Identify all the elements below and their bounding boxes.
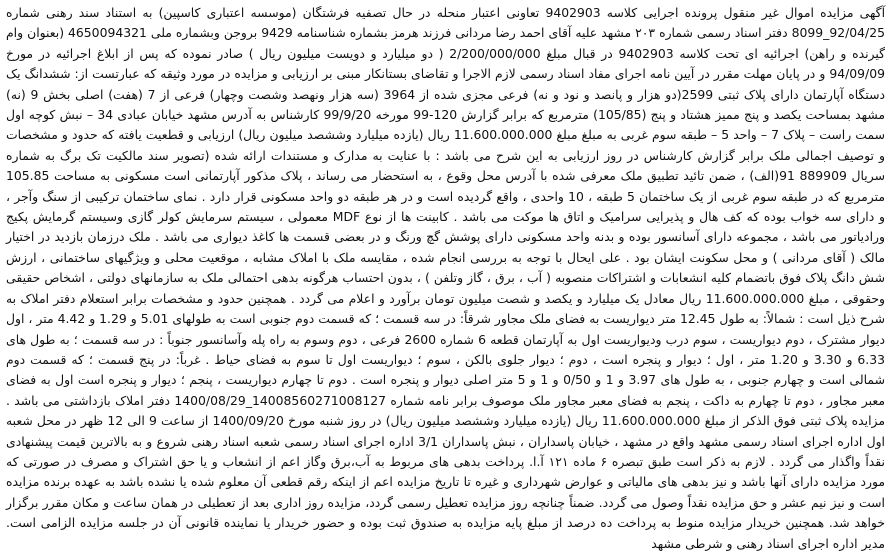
notice-body: آگهی مزایده اموال غیر منقول پرونده اجرایی کلاسه 9402903 تعاونی اعتبار منحله در حال تصفیه فرشتگان (موسسه اعتباری کاسپین) به استناد سند رهنی شماره 92/04/25_8099 دفتر اسناد رسمی شماره ۲۰۳ مشهد علیه آقای احمد رضا مردانی فرزند هرمز بشماره شناسنامه 9429 بروجن وبشماره ملی 4650094321 (بعنوان وام گیرنده و راهن) اجرائیه ای تحت کلاسه 9402903 در قبال مبلغ 2/200/000/000 ( دو میلیارد و دویست میلیون ریال ) صادر نموده که پس از ابلاغ اجرائیه در مورخ 94/09/09 و در پایان مهلت مقرر در آیین نامه اجرای مفاد اسناد رسمی لازم الاجرا و تقاضای بستانکار مبنی بر ارزیابی و مزایده در مورد وثیقه که عبارتست از: ششدانگ یک دستگاه آپارتمان دارای پلاک ثبتی 2599(دو هزار و پانصد و نود و نه) فرعی مجزی شده از 3964 (سه هزار ونهصد وشصت وچهار) فرعی از 7 (هفت) اصلی بخش 9 (نه) مشهد بمساحت یکصد و پنج ممیز هشتاد و پنج (105/85) مترمربع که برابر گزارش 120-99 مورخه 99/9/20 کارشناس به آدرس مشهد خیابان عبادی 34 – نبش کوچه اول سمت راست – پلاک 7 – واحد 5 – طبقه سوم غربی به مبلغ مبلغ 11.600.000.000 ریال (یازده میلیارد وششصد میلیون ریال) ارزیابی و قطعیت یافته که حدود و مشخصات و توصیف اجمالی ملک برابر گزارش کارشناس در روز ارزیابی به این شرح می باشد : با عنایت به مدارک و مستندات ارائه شده (تصویر سند مالکیت تک برگ به شماره سریال 889909 91(الف) ، ضمن تائید تطبیق ملک معرفی شده با آدرس محل وقوع ، به استحضار می رساند ، پلاک مذکور آپارتمانی است مسکونی به مساحت 105.85 مترمربع که در طبقه سوم غربی از یک ساختمان 5 طبقه ، 10 واحدی ، واقع گردیده است و در هر طبقه دو واحد مسکونی قرار دارد . نمای ساختمان ترکیبی از سنگ وآجر ، و دارای سه خواب بوده که کف هال و پذیرایی سرامیک و اتاق ها موکت می باشد . کابینت ها از نوع MDF معمولی ، سیستم سرمایش کولر گازی وسیستم گرمایش پکیج ورادیاتور می باشد ، مجموعه دارای آسانسور بوده و بدنه واحد مسکونی دارای پوشش گچ ورنگ و در بعضی قسمت ها کاغذ دیواری می باشد . ملک درزمان بازدید در اختیار مالک ( آقای مردانی ) و محل سکونت ایشان بود . علی ایحال با توجه به بررسی انجام شده ، مقایسه ملک با املاک مشابه ، موقعیت محلی و ویژگیهای ساختمانی ، ارزش شش دانگ پلاک فوق باتضمام کلیه انشعابات و اشتراکات منصوبه ( آب ، برق ، گاز وتلفن ) ، بدون احتساب هرگونه بدهی احتمالی ملک به سازمانهای دولتی ، اشخاص حقیقی وحقوقی ، مبلغ 11.600.000.000 ریال معادل یک میلیارد و یکصد و شصت میلیون تومان برآورد و اعلام می گردد . همچنین حدود و مشخصات برابر استعلام دفتر املاک به شرح ذیل است : شمالاً: به طول 12.45 متر دیواریست به فضای ملک مجاور شرقاً: در سه قسمت ؛ که قسمت دوم جنوبی است به طولهای 5.01 و 1.29 و 4.42 متر ، اول دیوار مشترک ، دوم دیواریست ، سوم درب ودیواریست اول به آپارتمان قطعه 6 شماره 2600 فرعی ، دوم وسوم به راه پله وآسانسور جنوباً : در سه قسمت ؛ به طول های 6.33 و 3.30 و 1.20 متر ، اول ؛ دیوار و پنجره است ، دوم ؛ دیوار جلوی بالکن ، سوم ؛ دیواریست اول تا سوم به فضای حیاط . غرباً: در پنج قسمت ؛ که قسمت دوم شمالی است و چهارم جنوبی ، به طول های 3.97 و 1 و 0/50 و 1 و 5 متر اصلی دیوار و پنجره است . دوم تا چهارم دیواریست ، پنجم ؛ دیوار و پنجره است اول به فضای معبر مجاور ، دوم تا چهارم به داکت ، پنجم به فضای معبر مجاور ملک موصوف برابر نامه شماره 14008560271008127_1400/08/29 دفتر املاک بازداشتی می باشد . مزایده پلاک ثبتی فوق الذکر از مبلغ 11.600.000.000 ریال (یازده میلیارد وششصد میلیون ریال) در روز شنبه مورخ 1400/09/20 از ساعت 9 الی 12 ظهر در محل شعبه اول اداره اجرای اسناد رسمی مشهد واقع در مشهد ، خیابان پاسداران ، نبش پاسداران 3/1 اداره اجرای اسناد رسمی شعبه اسناد رهنی شروع و به بالاترین قیمت پیشنهادی نقداً واگذار می گردد . لازم به ذکر است طبق تبصره ۶ ماده ۱۲۱ آ.ا. پرداخت بدهی های مربوط به آب،برق وگاز اعم از انشعاب و یا حق اشتراک و مصرف در صورتی که مورد مزایده دارای آنها باشد و نیز بدهی های مالیاتی و عوارض شهرداری و غیره تا تاریخ مزایده اعم از اینکه رقم قطعی آن معلوم شده یا نشده باشد به عهده برنده مزایده است و نیز نیم عشر و حق مزایده نقداً وصول می گردد. ضمناً چنانچه روز مزایده تعطیل رسمی گردد، مزایده روز اداری بعد از تعطیلی در همان ساعت و مکان مقرر برگزار خواهد شد. همچنین خریدار مزایده منوط به پرداخت ده درصد از مبلغ پایه مزایده به صندوق ثبت بوده و حضور خریدار یا نماینده قانونی آن در جلسه مزایده الزامی است. مدیر اداره اجرای اسناد رهنی و شرطی مشهد xyxy=(6,5,886,551)
